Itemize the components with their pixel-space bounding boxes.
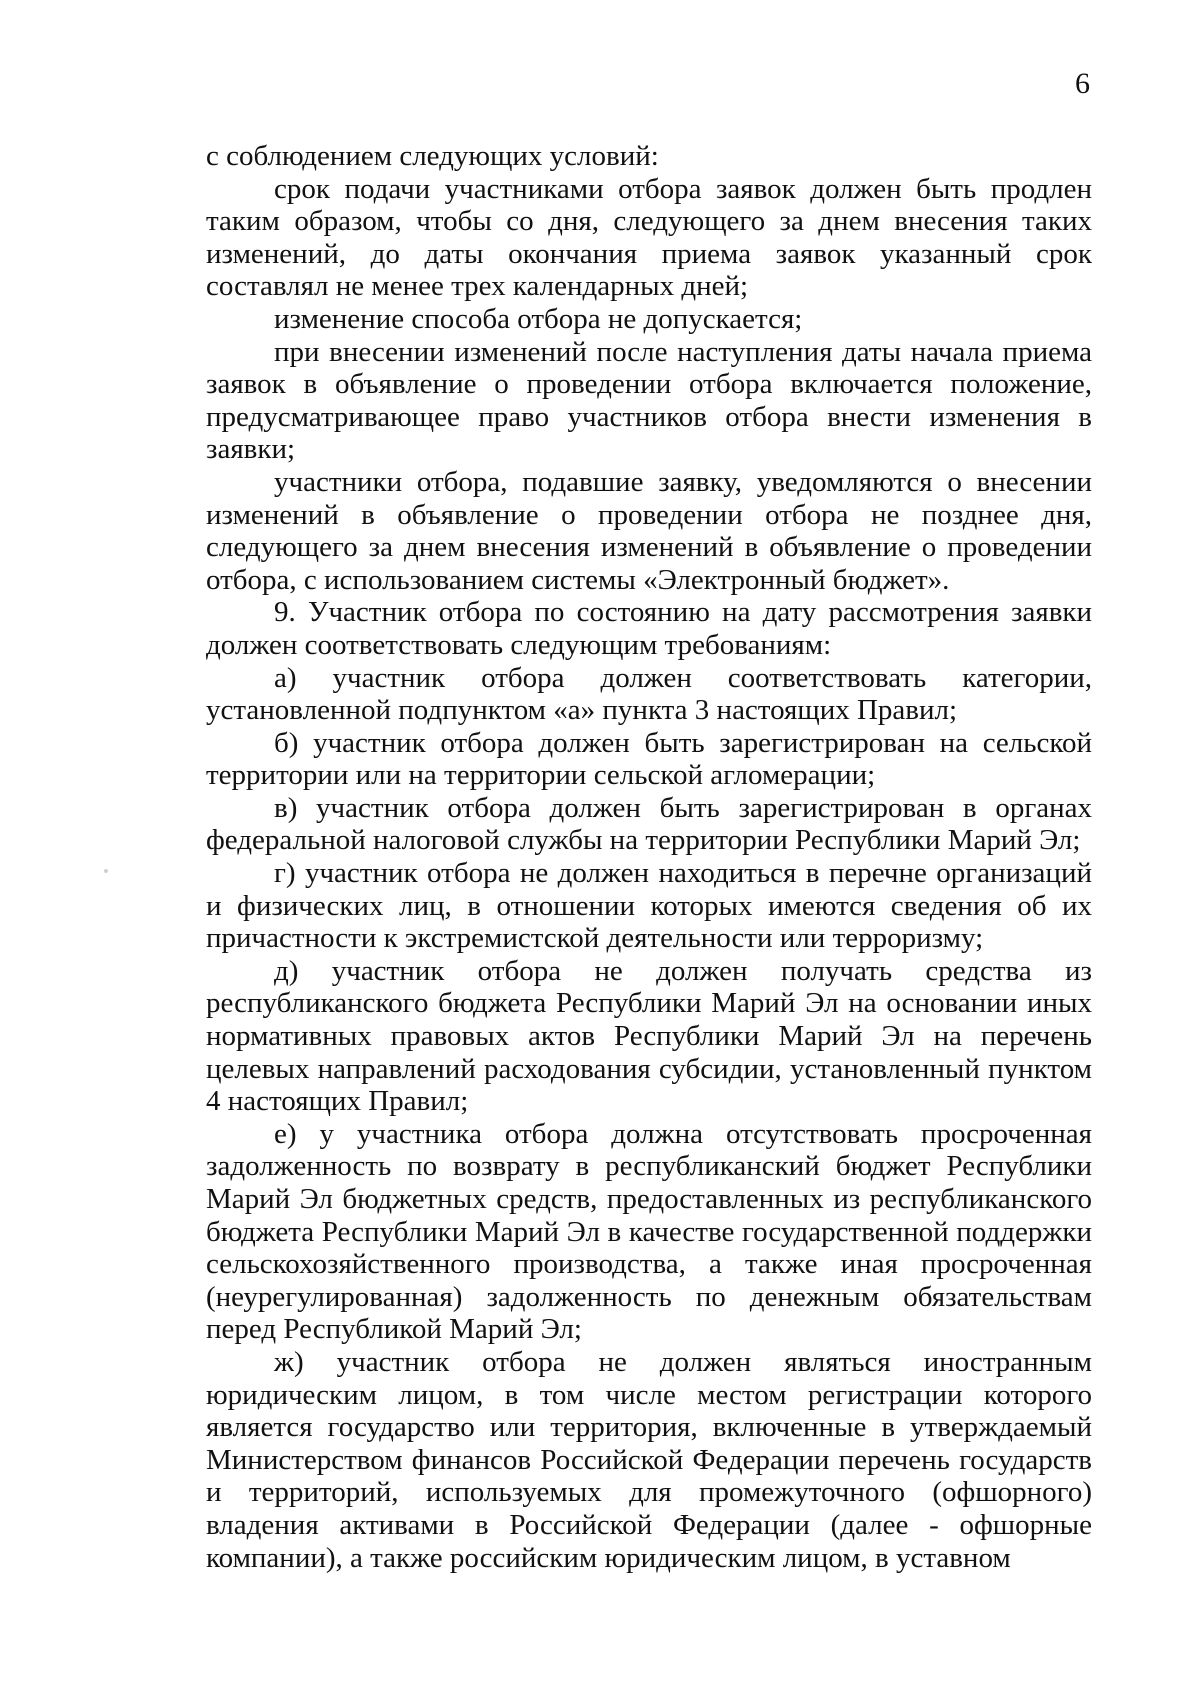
scan-artifact: [104, 869, 108, 873]
paragraph-item-9: 9. Участник отбора по состоянию на дату рассмотрения заявки должен соответствовать следующим требованиям:: [206, 596, 1092, 661]
page-number: 6: [1075, 67, 1090, 100]
paragraph-subitem-a: а) участник отбора должен соответствовать категории, установленной подпунктом «а» пункта 3 настоящих Правил;: [206, 661, 1092, 727]
paragraph-submission-deadline: срок подачи участниками отбора заявок должен быть продлен таким образом, чтобы со дня, следующего за днем внесения таких изменений, до даты окончания приема заявок указанный срок составлял не менее трех календарных дней;: [206, 172, 1092, 303]
paragraph-subitem-v: в) участник отбора должен быть зарегистрирован в органах федеральной налоговой службы на территории Республики Марий Эл;: [206, 791, 1092, 857]
paragraph-method-change: изменение способа отбора не допускается;: [274, 302, 803, 335]
paragraph-subitem-e: е) у участника отбора должна отсутствовать просроченная задолженность по возврату в республиканский бюджет Республики Марий Эл бюджетных средств, предоставленных из республиканского бюджета Республики Марий Эл в качестве государственной поддержки сельскохозяйственного производства, а также иная просроченная (неурегулированная) задолженность по денежным обязательствам перед Республикой Марий Эл;: [206, 1117, 1092, 1346]
paragraph-subitem-b: б) участник отбора должен быть зарегистрирован на сельской территории или на территории сельской агломерации;: [206, 726, 1092, 792]
paragraph-conditions-intro: с соблюдением следующих условий:: [206, 140, 659, 172]
paragraph-subitem-zh: ж) участник отбора не должен являться иностранным юридическим лицом, в том числе местом регистрации которого является государство или территория, включенные в утверждаемый Министерством финансов Российской Федерации перечень государств и территорий, используемых для промежуточного (офшорного) владения активами в Российской Федерации (далее - офшорные компании), а также российским юридическим лицом, в уставном: [206, 1345, 1092, 1574]
paragraph-subitem-g: г) участник отбора не должен находиться в перечне организаций и физических лиц, в отношении которых имеются сведения об их причастности к экстремистской деятельности или терроризму;: [206, 857, 1092, 955]
paragraph-participant-notification: участники отбора, подавшие заявку, уведомляются о внесении изменений в объявление о проведении отбора не позднее дня, следующего за днем внесения изменений в объявление о проведении отбора, с использованием системы «Электронный бюджет».: [206, 465, 1092, 596]
document-body: [206, 140, 1092, 1574]
paragraph-subitem-d: д) участник отбора не должен получать средства из республиканского бюджета Республики Марий Эл на основании иных нормативных правовых актов Республики Марий Эл на перечень целевых направлений расходования субсидии, установленный пунктом 4 настоящих Правил;: [206, 954, 1092, 1118]
paragraph-amendment-right: при внесении изменений после наступления даты начала приема заявок в объявление о проведении отбора включается положение, предусматривающее право участников отбора внести изменения в заявки;: [206, 335, 1092, 466]
